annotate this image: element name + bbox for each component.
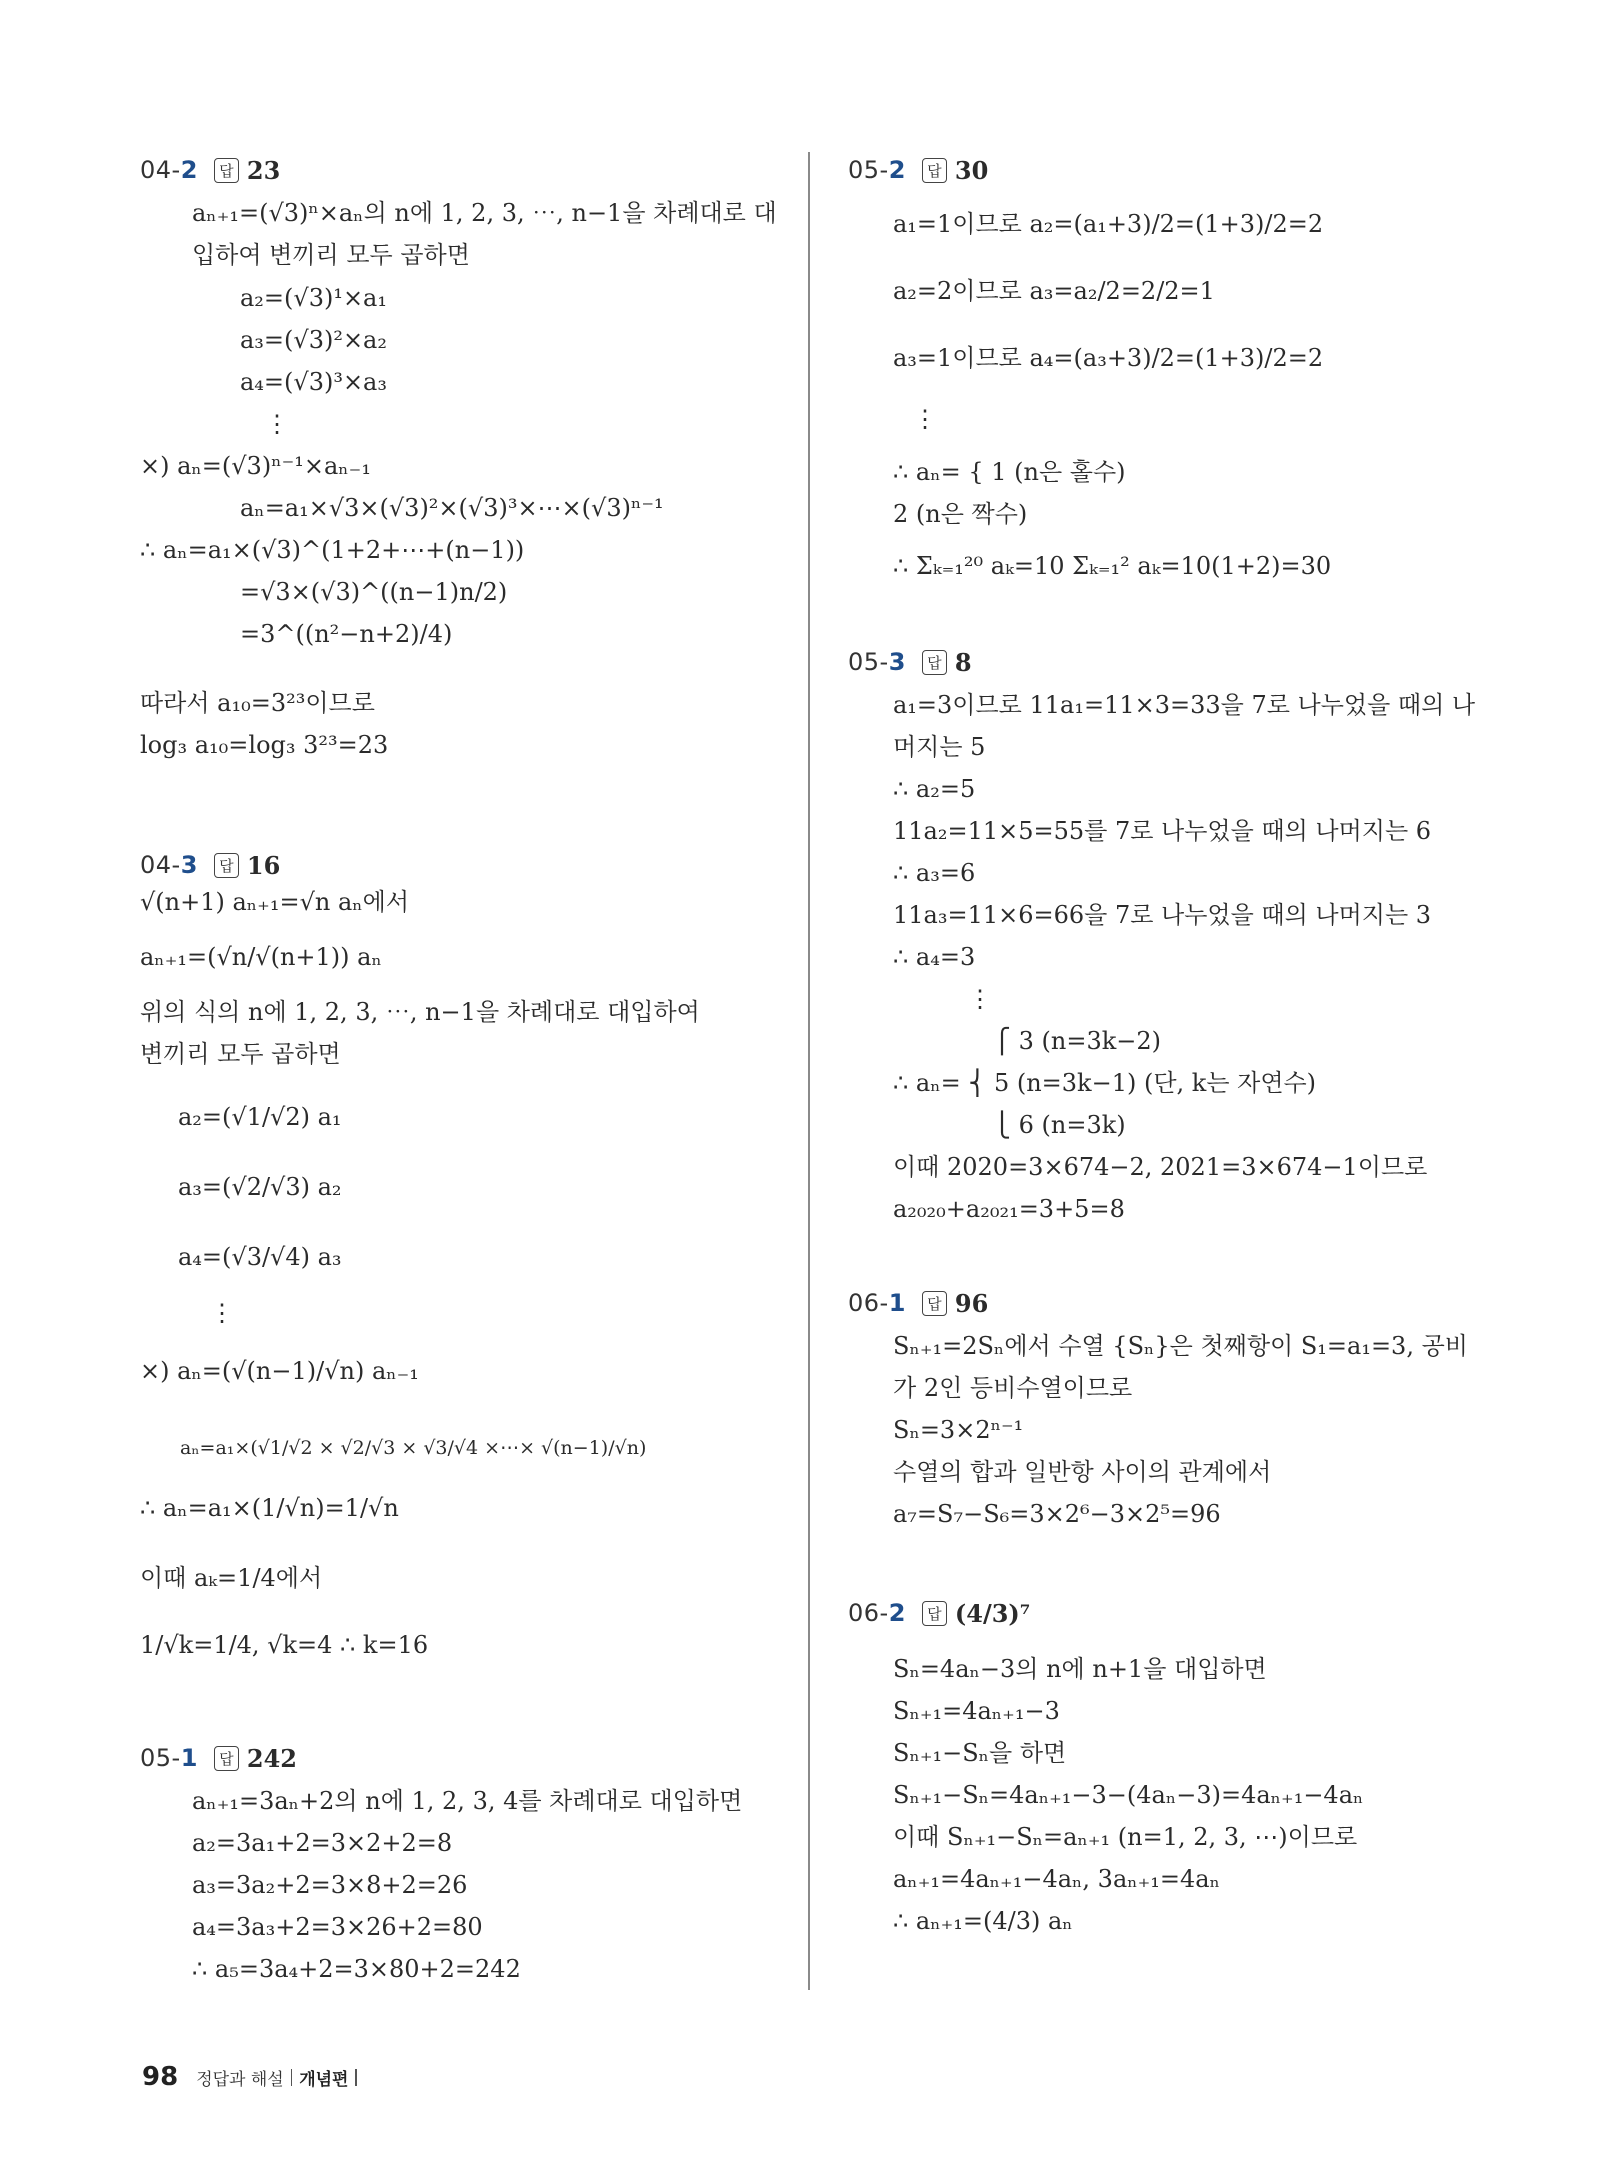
problem-number-prefix: 05- (848, 156, 889, 184)
solution-line: 가 2인 등비수열이므로 (893, 1374, 1133, 1402)
problem-number (140, 851, 198, 879)
answer-value: 242 (246, 1743, 298, 1773)
problem-number-suffix: 2 (888, 156, 906, 184)
solution-line: Sₙ=3×2ⁿ⁻¹ (893, 1416, 1024, 1444)
solution-line: Sₙ₊₁−Sₙ을 하면 (893, 1739, 1067, 1767)
solution-line: ×) aₙ=(√3)ⁿ⁻¹×aₙ₋₁ (140, 452, 371, 480)
problem-number-suffix: 1 (180, 1744, 198, 1772)
page-footer (142, 2060, 364, 2094)
solution-line: ×) aₙ=(√(n−1)/√n) aₙ₋₁ (140, 1357, 419, 1385)
solution-line: aₙ₊₁=3aₙ+2의 n에 1, 2, 3, 4를 차례대로 대입하면 (192, 1787, 743, 1815)
problem-number (848, 156, 906, 184)
problem-header (140, 845, 280, 885)
book-title: 정답과 해설 (196, 2069, 284, 2090)
solution-line: √(n+1) aₙ₊₁=√n aₙ에서 (140, 888, 410, 916)
solution-line: a₃=(√2/√3) a₂ (178, 1173, 342, 1201)
problem-number-prefix: 06- (848, 1289, 889, 1317)
answer-badge: 답 (922, 1601, 947, 1626)
answer-badge: 답 (214, 853, 239, 878)
solution-line: =3^((n²−n+2)/4) (240, 620, 453, 648)
problem-header (140, 150, 280, 190)
problem-number-suffix: 3 (888, 648, 906, 676)
solution-line: =√3×(√3)^((n−1)n/2) (240, 578, 508, 606)
problem-number (848, 648, 906, 676)
solution-line: 수열의 합과 일반항 사이의 관계에서 (893, 1458, 1272, 1486)
solution-line: Sₙ₊₁−Sₙ=4aₙ₊₁−3−(4aₙ−3)=4aₙ₊₁−4aₙ (893, 1781, 1364, 1809)
problem-number (140, 1744, 198, 1772)
solution-line: a₄=(√3/√4) a₃ (178, 1243, 342, 1271)
solution-line: a₄=3a₃+2=3×26+2=80 (192, 1913, 483, 1941)
solution-line: 따라서 a₁₀=3²³이므로 (140, 689, 375, 717)
solution-line: ∴ aₙ= ⎨ 5 (n=3k−1) (단, k는 자연수) (893, 1069, 1317, 1097)
solution-line: a₂=2이므로 a₃=a₂/2=2/2=1 (893, 277, 1215, 305)
solution-line: 입하여 변끼리 모두 곱하면 (192, 241, 470, 269)
problem-number-prefix: 06- (848, 1599, 889, 1627)
solution-line: Sₙ=4aₙ−3의 n에 n+1을 대입하면 (893, 1655, 1267, 1683)
solution-line: a₃=3a₂+2=3×8+2=26 (192, 1871, 468, 1899)
solution-line: a₂₀₂₀+a₂₀₂₁=3+5=8 (893, 1195, 1125, 1223)
problem-number (140, 156, 198, 184)
solution-line: ⋮ (265, 410, 289, 438)
solution-line: 이때 Sₙ₊₁−Sₙ=aₙ₊₁ (n=1, 2, 3, ⋯)이므로 (893, 1823, 1358, 1851)
solution-line: aₙ=a₁×(√1/√2 × √2/√3 × √3/√4 ×⋯× √(n−1)/√n) (180, 1437, 647, 1459)
solution-line: 이때 2020=3×674−2, 2021=3×674−1이므로 (893, 1153, 1428, 1181)
problem-header (848, 642, 972, 682)
answer-value: 96 (954, 1288, 989, 1318)
problem-number-suffix: 2 (888, 1599, 906, 1627)
solution-line: ∴ a₂=5 (893, 775, 976, 803)
solution-line: a₂=(√3)¹×a₁ (240, 284, 387, 312)
solution-line: aₙ₊₁=(√3)ⁿ×aₙ의 n에 1, 2, 3, ⋯, n−1을 차례대로 대 (192, 199, 777, 227)
solution-line: ⎧ 3 (n=3k−2) (993, 1027, 1162, 1055)
solution-line: a₃=1이므로 a₄=(a₃+3)/2=(1+3)/2=2 (893, 344, 1324, 372)
solution-line: a₁=3이므로 11a₁=11×3=33을 7로 나누었을 때의 나 (893, 691, 1476, 719)
solution-line: 위의 식의 n에 1, 2, 3, ⋯, n−1을 차례대로 대입하여 (140, 998, 700, 1026)
problem-header (848, 150, 988, 190)
problem-number-prefix: 05- (140, 1744, 181, 1772)
solution-line: a₂=3a₁+2=3×2+2=8 (192, 1829, 453, 1857)
answer-badge: 답 (922, 1291, 947, 1316)
answer-value: 8 (954, 647, 972, 677)
problem-header (848, 1283, 988, 1323)
problem-header (848, 1593, 1030, 1633)
solution-line: 머지는 5 (893, 733, 986, 761)
problem-number-suffix: 3 (180, 851, 198, 879)
solution-line: a₄=(√3)³×a₃ (240, 368, 387, 396)
answer-value: 16 (246, 850, 281, 880)
solution-line: aₙ₊₁=(√n/√(n+1)) aₙ (140, 943, 382, 971)
solution-line: a₂=(√1/√2) a₁ (178, 1103, 342, 1131)
column-divider (808, 152, 810, 1990)
solution-line: Sₙ₊₁=4aₙ₊₁−3 (893, 1697, 1060, 1725)
answer-value: 30 (954, 155, 989, 185)
solution-line: ∴ a₄=3 (893, 943, 976, 971)
solution-line: ⋮ (210, 1299, 234, 1327)
problem-number-prefix: 04- (140, 851, 181, 879)
solution-line: a₁=1이므로 a₂=(a₁+3)/2=(1+3)/2=2 (893, 210, 1324, 238)
edition-label: 개념편 (299, 2069, 349, 2090)
solution-line: ⎩ 6 (n=3k) (993, 1111, 1126, 1139)
solution-line: 이때 aₖ=1/4에서 (140, 1564, 323, 1592)
problem-number-suffix: 1 (888, 1289, 906, 1317)
footer-separator (355, 2069, 357, 2086)
solution-line: 1/√k=1/4, √k=4 ∴ k=16 (140, 1631, 429, 1659)
problem-number-prefix: 04- (140, 156, 181, 184)
page-number: 98 (142, 2062, 179, 2092)
answer-value: 23 (246, 155, 281, 185)
answer-badge: 답 (214, 158, 239, 183)
solution-line: a₃=(√3)²×a₂ (240, 326, 387, 354)
solution-line: aₙ₊₁=4aₙ₊₁−4aₙ, 3aₙ₊₁=4aₙ (893, 1865, 1220, 1893)
solution-line: 2 (n은 짝수) (893, 500, 1028, 528)
solution-line: ⋮ (913, 405, 937, 433)
solution-line: Sₙ₊₁=2Sₙ에서 수열 {Sₙ}은 첫째항이 S₁=a₁=3, 공비 (893, 1332, 1468, 1360)
solution-line: aₙ=a₁×√3×(√3)²×(√3)³×⋯×(√3)ⁿ⁻¹ (240, 494, 664, 522)
solution-line: log₃ a₁₀=log₃ 3²³=23 (140, 731, 389, 759)
answer-badge: 답 (922, 650, 947, 675)
solution-line: ∴ a₃=6 (893, 859, 976, 887)
solution-line: ∴ aₙ₊₁=(4/3) aₙ (893, 1907, 1073, 1935)
problem-number (848, 1289, 906, 1317)
answer-badge: 답 (214, 1746, 239, 1771)
solution-line: ∴ Σₖ₌₁²⁰ aₖ=10 Σₖ₌₁² aₖ=10(1+2)=30 (893, 552, 1332, 580)
problem-number-suffix: 2 (180, 156, 198, 184)
footer-separator (291, 2069, 293, 2086)
problem-number (848, 1599, 906, 1627)
solution-line: ⋮ (968, 985, 992, 1013)
solution-line: ∴ a₅=3a₄+2=3×80+2=242 (192, 1955, 521, 1983)
solution-line: ∴ aₙ=a₁×(√3)^(1+2+⋯+(n−1)) (140, 536, 525, 564)
answer-badge: 답 (922, 158, 947, 183)
solution-line: 변끼리 모두 곱하면 (140, 1040, 341, 1068)
solution-line: ∴ aₙ=a₁×(1/√n)=1/√n (140, 1494, 399, 1522)
solution-line: a₇=S₇−S₆=3×2⁶−3×2⁵=96 (893, 1500, 1221, 1528)
answer-value: (4/3)⁷ (954, 1598, 1031, 1628)
problem-number-prefix: 05- (848, 648, 889, 676)
solution-line: 11a₃=11×6=66을 7로 나누었을 때의 나머지는 3 (893, 901, 1432, 929)
solution-line: 11a₂=11×5=55를 7로 나누었을 때의 나머지는 6 (893, 817, 1432, 845)
problem-header (140, 1738, 297, 1778)
solution-line: ∴ aₙ= { 1 (n은 홀수) (893, 458, 1126, 486)
